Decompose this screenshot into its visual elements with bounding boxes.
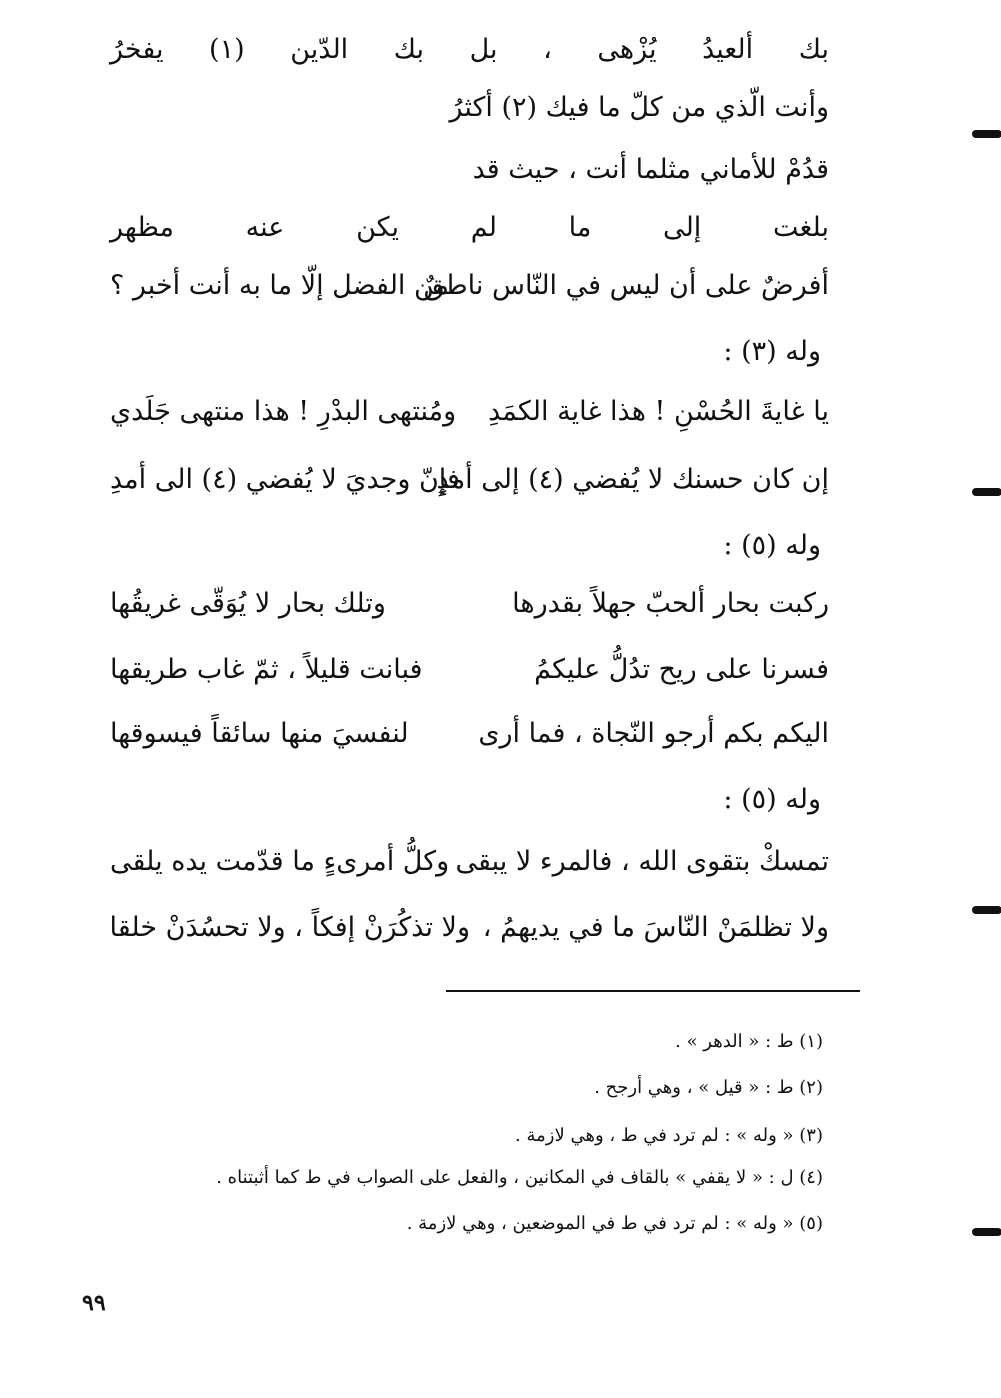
footnote-3: (٣) « وله » : لم ترد في ط ، وهي لازمة . — [515, 1125, 823, 1146]
verse-line-5-left: من الفضل إلّا ما به أنت أخبر ؟ — [110, 270, 450, 301]
verse-line-5-right: أفرضٌ على أن ليس في النّاس ناطقٌ — [423, 270, 829, 301]
verse-line-1: بك ألعيدُ يُزْهى ، بل بك الدّين (١) يفخرُ — [110, 34, 829, 65]
verse-line-12-right: ولا تظلمَنْ النّاسَ ما في يديهمُ ، — [482, 912, 829, 943]
verse-line-10-right: اليكم بكم أرجو النّجاة ، فما أرى — [478, 718, 829, 749]
verse-line-8-left: وتلك بحار لا يُوَقّى غريقُها — [110, 588, 386, 619]
verse-line-7-left: فإنّ وجديَ لا يُفضي (٤) الى أمدِ — [110, 464, 460, 495]
verse-line-10-left: لنفسيَ منها سائقاً فيسوقها — [110, 718, 409, 749]
poem-intro-3: وله (٥) : — [723, 784, 821, 815]
verse-line-6-left: ومُنتهى البدْرِ ! هذا منتهى جَلَدي — [110, 396, 457, 427]
verse-line-6-right: يا غايةَ الحُسْنِ ! هذا غاية الكمَدِ — [488, 396, 829, 427]
verse-line-9-left: فبانت قليلاً ، ثمّ غاب طريقها — [110, 654, 423, 685]
margin-mark — [972, 130, 1001, 138]
margin-mark — [972, 1228, 1001, 1236]
verse-line-9-right: فسرنا على ريح تدُلُّ عليكمُ — [534, 654, 829, 685]
margin-mark — [972, 488, 1001, 496]
verse-line-11-right: تمسكْ بتقوى الله ، فالمرء لا يبقى — [455, 846, 829, 877]
margin-mark — [972, 906, 1001, 914]
footnote-1: (١) ط : « الدهر » . — [675, 1031, 823, 1052]
footnote-5: (٥) « وله » : لم ترد في ط في الموضعين ، وهي لازمة . — [406, 1213, 823, 1234]
verse-line-12-left: ولا تذكُرَنْ إفكاً ، ولا تحسُدَنْ خلقا — [109, 912, 470, 943]
verse-line-4: بلغت إلى ما لم يكن عنه مظهر — [110, 212, 829, 243]
verse-line-3: قدُمْ للأماني مثلما أنت ، حيث قد — [472, 154, 829, 185]
verse-line-11-left: وكلُّ أمرىءٍ ما قدّمت يده يلقى — [110, 846, 450, 877]
footnote-4: (٤) ل : « لا يقفي » بالقاف في المكانين ، والفعل على الصواب في ط كما أثبتناه . — [216, 1167, 823, 1188]
poem-intro-2: وله (٥) : — [723, 530, 821, 561]
page-number: ٩٩ — [82, 1290, 106, 1316]
verse-line-2: وأنت الّذي من كلّ ما فيك (٢) أكثرُ — [449, 92, 829, 123]
poem-intro-1: وله (٣) : — [723, 336, 821, 367]
footnote-2: (٢) ط : « قيل » ، وهي أرجح . — [594, 1077, 823, 1098]
verse-line-7-right: إن كان حسنك لا يُفضي (٤) إلى أمدٍ — [436, 464, 829, 495]
verse-line-8-right: ركبت بحار ألحبّ جهلاً بقدرها — [512, 588, 829, 619]
footnote-divider — [446, 990, 860, 992]
